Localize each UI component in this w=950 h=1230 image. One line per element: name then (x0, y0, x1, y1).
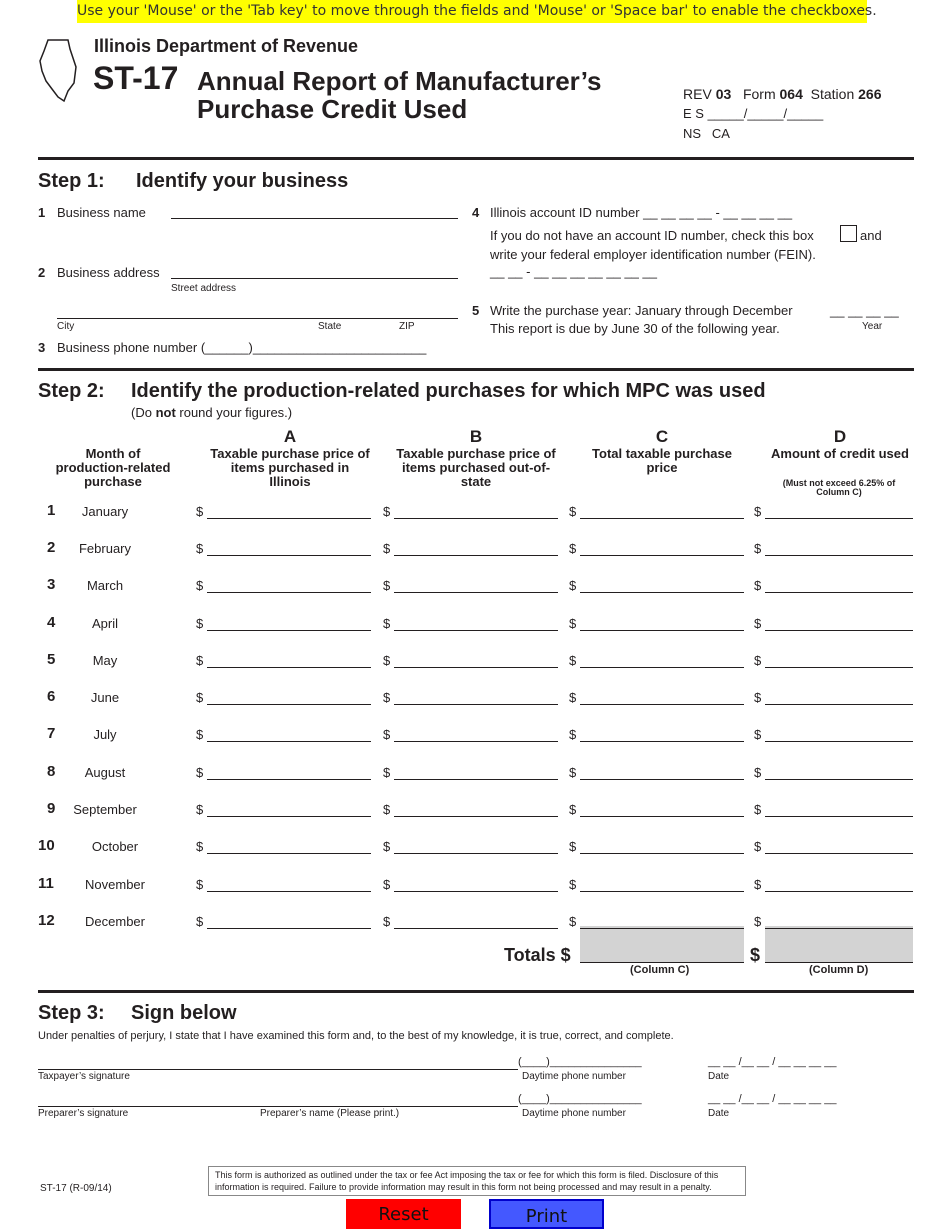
january-column-a-input[interactable] (207, 518, 371, 519)
dollar-sign: $ (383, 653, 391, 668)
dollar-sign: $ (383, 541, 391, 556)
dollar-sign: $ (383, 690, 391, 705)
dollar-sign: $ (383, 504, 391, 519)
dollar-sign: $ (196, 541, 204, 556)
dollar-sign: $ (383, 578, 391, 593)
form-revision: ST-17 (R-09/14) (40, 1183, 112, 1194)
street-address-input[interactable] (171, 278, 458, 279)
account-id-input[interactable]: Illinois account ID number __ __ __ __ - __ __ __ __ (490, 205, 793, 220)
row-number: 9 (47, 800, 56, 817)
state-label: State (318, 321, 342, 332)
september-column-d-input[interactable] (765, 816, 913, 817)
line-number: 3 (38, 340, 46, 355)
dollar-sign: $ (196, 653, 204, 668)
dollar-sign: $ (754, 541, 762, 556)
business-address-label: Business address (57, 265, 160, 280)
june-column-b-input[interactable] (394, 704, 558, 705)
column-d-letter: D (833, 427, 847, 446)
dollar-sign: $ (196, 914, 204, 929)
dollar-sign: $ (569, 802, 577, 817)
business-name-input[interactable] (171, 218, 458, 219)
print-button[interactable]: Print (489, 1199, 604, 1229)
dollar-sign: $ (196, 802, 204, 817)
form-number: 064 (779, 86, 803, 102)
es-line: E S _____/_____/_____ (683, 106, 824, 121)
business-phone-input[interactable]: Business phone number (______)________________________ (57, 340, 427, 355)
fein-input[interactable]: __ __ - __ __ __ __ __ __ __ (490, 264, 657, 279)
month-label: February (78, 541, 132, 556)
july-column-a-input[interactable] (207, 741, 371, 742)
dollar-sign: $ (754, 690, 762, 705)
april-column-b-input[interactable] (394, 630, 558, 631)
october-column-a-input[interactable] (207, 853, 371, 854)
year-label: Year (862, 321, 883, 332)
april-column-a-input[interactable] (207, 630, 371, 631)
dollar-sign: $ (196, 578, 204, 593)
divider (38, 368, 914, 371)
taxpayer-date-input[interactable]: __ __ /__ __ / __ __ __ __ (708, 1056, 837, 1068)
taxpayer-signature-label: Taxpayer’s signature (38, 1071, 130, 1082)
column-d-label: (Column D) (809, 964, 869, 976)
dollar-sign: $ (383, 877, 391, 892)
step1-title: Step 1: (38, 170, 105, 192)
august-column-c-input[interactable] (580, 779, 744, 780)
preparer-date-input[interactable]: __ __ /__ __ / __ __ __ __ (708, 1093, 837, 1105)
row-number: 2 (47, 539, 56, 556)
row-number: 3 (47, 576, 56, 593)
october-column-d-input[interactable] (765, 853, 913, 854)
month-label: May (92, 653, 118, 668)
fein-note: write your federal employer identification number (FEIN). (490, 247, 816, 262)
illinois-map-icon (38, 37, 80, 103)
dollar-sign: $ (569, 914, 577, 929)
dollar-sign: $ (383, 914, 391, 929)
line-number: 2 (38, 265, 46, 280)
preparer-signature-input[interactable] (38, 1106, 518, 1107)
line-number: 4 (472, 205, 480, 220)
zip-label: ZIP (399, 321, 415, 332)
january-column-c-input[interactable] (580, 518, 744, 519)
june-column-d-input[interactable] (765, 704, 913, 705)
january-column-d-input[interactable] (765, 518, 913, 519)
march-column-b-input[interactable] (394, 592, 558, 593)
divider (38, 157, 914, 160)
column-d-header: Amount of credit used (771, 446, 909, 461)
taxpayer-phone-input[interactable]: (____)_______________ (518, 1056, 642, 1068)
step2-heading: Identify the production-related purchases for which MPC was used (131, 380, 766, 402)
row-number: 10 (38, 837, 55, 854)
dollar-sign: $ (196, 690, 204, 705)
dollar-sign: $ (383, 839, 391, 854)
march-column-d-input[interactable] (765, 592, 913, 593)
ns-label: NS (683, 126, 702, 141)
march-column-c-input[interactable] (580, 592, 744, 593)
department-name: Illinois Department of Revenue (94, 36, 359, 56)
november-column-a-input[interactable] (207, 891, 371, 892)
preparer-signature-label: Preparer’s signature (38, 1108, 129, 1119)
step3-heading: Sign below (131, 1002, 237, 1024)
row-number: 12 (38, 912, 55, 929)
instruction-banner: Use your 'Mouse' or the 'Tab key' to move through the fields and 'Mouse' or 'Space bar' to enable the checkboxes. (77, 0, 867, 23)
dollar-sign: $ (569, 653, 577, 668)
month-label: December (85, 914, 145, 929)
october-column-c-input[interactable] (580, 853, 744, 854)
dollar-sign: $ (569, 765, 577, 780)
january-column-b-input[interactable] (394, 518, 558, 519)
dollar-sign: $ (754, 504, 762, 519)
form-title-1: Annual Report of Manufacturer’s (197, 66, 602, 96)
september-column-a-input[interactable] (207, 816, 371, 817)
note-bold: not (155, 405, 176, 420)
month-label: September (73, 802, 137, 817)
step1-heading: Identify your business (136, 170, 349, 192)
dollar-sign: $ (569, 839, 577, 854)
form-label: Form (742, 86, 776, 102)
date-label: Date (708, 1071, 730, 1082)
dollar-sign: $ (569, 690, 577, 705)
step3-title: Step 3: (38, 1002, 105, 1024)
ca-label: CA (711, 126, 730, 141)
dollar-sign: $ (754, 616, 762, 631)
may-column-d-input[interactable] (765, 667, 913, 668)
city-label: City (57, 321, 75, 332)
purchase-year-input[interactable]: __ __ __ __ (830, 303, 899, 318)
purchase-year-label: Write the purchase year: January through December (490, 303, 793, 318)
may-column-a-input[interactable] (207, 667, 371, 668)
july-column-d-input[interactable] (765, 741, 913, 742)
station-label: Station (810, 86, 855, 102)
august-column-b-input[interactable] (394, 779, 558, 780)
dollar-sign: $ (569, 877, 577, 892)
december-column-b-input[interactable] (394, 928, 558, 929)
phone-label: Daytime phone number (522, 1108, 626, 1119)
column-b-header: Taxable purchase price of items purchased out-of-state (396, 446, 556, 489)
city-state-zip-input[interactable] (57, 318, 458, 319)
column-d-note: (Must not exceed 6.25% of Column C) (782, 478, 896, 497)
disclosure-notice: This form is authorized as outlined under the tax or fee Act imposing the tax or fee for which this form is filed. Disclosure of this information is required. Failure to provide information may result in this form not being processed and may result in a penalty. (208, 1166, 746, 1196)
dollar-sign: $ (196, 727, 204, 742)
dollar-sign: $ (754, 653, 762, 668)
december-column-d-input[interactable] (765, 928, 913, 929)
reset-button[interactable]: Reset (346, 1199, 461, 1229)
ns-ca (683, 126, 730, 141)
april-column-d-input[interactable] (765, 630, 913, 631)
month-label: June (90, 690, 120, 705)
dollar-sign: $ (569, 578, 577, 593)
column-a-letter: A (283, 427, 297, 446)
october-column-b-input[interactable] (394, 853, 558, 854)
august-column-d-input[interactable] (765, 779, 913, 780)
november-column-c-input[interactable] (580, 891, 744, 892)
street-label: Street address (171, 283, 237, 294)
dollar-sign: $ (754, 578, 762, 593)
dollar-sign: $ (569, 616, 577, 631)
total-column-d (765, 926, 913, 963)
totals-label: Totals $ (504, 945, 571, 965)
dollar-sign: $ (754, 802, 762, 817)
business-name-label: Business name (57, 205, 146, 220)
form-id: ST-17 (93, 60, 179, 96)
form-title-2: Purchase Credit Used (197, 94, 468, 124)
november-column-b-input[interactable] (394, 891, 558, 892)
dollar-sign: $ (383, 765, 391, 780)
december-column-a-input[interactable] (207, 928, 371, 929)
dollar-sign: $ (569, 504, 577, 519)
december-column-c-input[interactable] (580, 928, 744, 929)
perjury-statement: Under penalties of perjury, I state that I have examined this form and, to the best of my knowledge, it is true, correct, and complete. (38, 1030, 674, 1042)
line-number: 1 (38, 205, 46, 220)
dollar-sign: $ (196, 504, 204, 519)
month-label: July (93, 727, 117, 742)
due-date-note: This report is due by June 30 of the following year. (490, 321, 780, 336)
column-c-label: (Column C) (630, 964, 690, 976)
dollar-sign: $ (196, 765, 204, 780)
dollar-sign: $ (754, 839, 762, 854)
no-account-note: If you do not have an account ID number, check this box (490, 228, 814, 243)
dollar-sign: $ (196, 839, 204, 854)
preparer-phone-input[interactable]: (____)_______________ (518, 1093, 642, 1105)
row-number: 4 (47, 614, 56, 631)
note-text: (Do (131, 405, 156, 420)
dollar-sign: $ (569, 727, 577, 742)
march-column-a-input[interactable] (207, 592, 371, 593)
and-text: and (860, 228, 882, 243)
dollar-sign: $ (196, 616, 204, 631)
february-column-b-input[interactable] (394, 555, 558, 556)
june-column-c-input[interactable] (580, 704, 744, 705)
line-number: 5 (472, 303, 480, 318)
month-label: January (81, 504, 129, 519)
november-column-d-input[interactable] (765, 891, 913, 892)
february-column-d-input[interactable] (765, 555, 913, 556)
june-column-a-input[interactable] (207, 704, 371, 705)
note-text: round your figures.) (175, 405, 293, 420)
dollar-sign: $ (383, 802, 391, 817)
month-label: August (84, 765, 126, 780)
dollar-sign: $ (754, 877, 762, 892)
preparer-name-label: Preparer’s name (Please print.) (260, 1108, 400, 1119)
august-column-a-input[interactable] (207, 779, 371, 780)
month-column-header: Month of production-related purchase (55, 446, 171, 489)
dollar-sign: $ (383, 727, 391, 742)
month-label: March (86, 578, 124, 593)
no-account-checkbox[interactable] (840, 225, 857, 242)
dollar-sign: $ (754, 765, 762, 780)
dollar-sign: $ (754, 727, 762, 742)
dollar-sign: $ (750, 945, 761, 965)
april-column-c-input[interactable] (580, 630, 744, 631)
row-number: 5 (47, 651, 56, 668)
september-column-b-input[interactable] (394, 816, 558, 817)
dollar-sign: $ (754, 914, 762, 929)
dollar-sign: $ (383, 616, 391, 631)
rev-info (683, 86, 881, 102)
rev-value: 03 (715, 86, 732, 102)
month-label: November (85, 877, 145, 892)
divider (38, 990, 914, 993)
row-number: 6 (47, 688, 56, 705)
station-value: 266 (858, 86, 882, 102)
taxpayer-signature-input[interactable] (38, 1069, 518, 1070)
rounding-note (131, 405, 292, 420)
month-label: April (91, 616, 118, 631)
phone-label: Daytime phone number (522, 1071, 626, 1082)
column-c-header: Total taxable purchase price (592, 446, 732, 475)
february-column-c-input[interactable] (580, 555, 744, 556)
september-column-c-input[interactable] (580, 816, 744, 817)
dollar-sign: $ (196, 877, 204, 892)
row-number: 11 (38, 875, 54, 892)
may-column-b-input[interactable] (394, 667, 558, 668)
month-label: October (91, 839, 139, 854)
may-column-c-input[interactable] (580, 667, 744, 668)
column-c-letter: C (655, 427, 669, 446)
row-number: 1 (47, 502, 56, 519)
july-column-c-input[interactable] (580, 741, 744, 742)
step2-title: Step 2: (38, 380, 105, 402)
date-label: Date (708, 1108, 730, 1119)
row-number: 8 (47, 763, 56, 780)
column-b-letter: B (469, 427, 483, 446)
row-number: 7 (47, 725, 56, 742)
total-column-c (580, 926, 744, 963)
february-column-a-input[interactable] (207, 555, 371, 556)
column-a-header: Taxable purchase price of items purchased in Illinois (210, 446, 370, 489)
july-column-b-input[interactable] (394, 741, 558, 742)
dollar-sign: $ (569, 541, 577, 556)
rev-label: REV (683, 86, 712, 102)
